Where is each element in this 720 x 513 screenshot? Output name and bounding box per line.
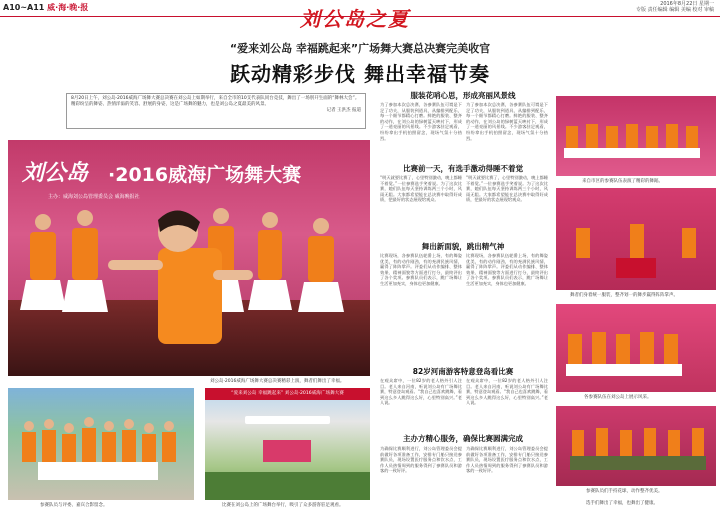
section-heading-5: 主办方精心服务，确保比赛圆满完成 [403, 434, 523, 443]
lead-text: 8月20日上午，刘公岛·2016威海广场舞大赛总决赛在刘公岛上如期举行，来自全市的10支代表队同台竞技，舞出了一场别开生面的“舞林大会”。精彩纷呈的舞姿、热情洋溢的笑容、舒展的身姿，这是广场舞的魅力，也是刘公岛之夏最美的风景。 [71, 96, 360, 107]
group-illustration [8, 388, 194, 500]
section-heading-3: 舞出新面貌，跳出精气神 [421, 242, 505, 251]
lead-box [66, 93, 366, 129]
date-line: 2016年8月22日 星期一 专版 责任编辑 编辑 美编 校对 审稿 [636, 1, 714, 13]
banner-title: ·2016威海广场舞大赛 [108, 164, 302, 186]
right-photo-3-dancers [556, 304, 716, 392]
stage-roof [245, 416, 330, 424]
right-photo-2-dancers [556, 188, 716, 290]
article-kicker: “爱来刘公岛 幸福跳起来”广场舞大赛总决赛完美收官 [229, 42, 491, 55]
lead-byline: 记者 王洪杰 报道 [326, 108, 361, 113]
right-photo-1 [556, 96, 716, 176]
article-title: 跃动精彩步伐 舞出幸福节奏 [230, 62, 490, 86]
section-body-1b: 为了参加本次总决赛，各参赛队伍可谓是下足了功夫，从服装到道具，从编排到配乐，每一个细节都精心打磨。鲜艳的服装、整齐的动作，在刘公岛的绿树蓝天映衬下，形成了一道亮丽的风景线。不少游客驻足观看，纷纷拿出手机拍照留念，现场气氛十分热烈。 [466, 102, 548, 141]
banner-logo: 刘公岛 [22, 160, 89, 186]
banner-organizer: 主办：威海刘公岛管理委员会 威海晚报社 [48, 194, 140, 200]
right-photo-1-dancers [556, 96, 716, 176]
right-caption-4: 参赛队员们手持花球，动作整齐优美。 [586, 489, 663, 494]
section-body-5a: 为确保比赛顺利进行，刘公岛管理委员会提前做好各项准备工作，安排专门船只接送参赛队员，现场设置医疗服务点和饮水点，工作人员热情周到的服务得到了参赛队员和游客的一致好评。 [380, 446, 462, 474]
section-body-1a: 为了参加本次总决赛，各参赛队伍可谓是下足了功夫，从服装到道具，从编排到配乐，每一个细节都精心打磨。鲜艳的服装、整齐的动作，在刘公岛的绿树蓝天映衬下，形成了一道亮丽的风景线。不少游客驻足观看，纷纷拿出手机拍照留念，现场气氛十分热烈。 [380, 102, 462, 141]
right-caption-2: 舞者们身着统一服装，整齐划一的舞步赢得阵阵掌声。 [570, 293, 678, 298]
right-caption-3: 各参赛队伍在刘公岛上展示风采。 [584, 395, 652, 400]
section-body-4b: 在观众席中，一位82岁的老人格外引人注目。老人来自河南，听说刘公岛有广场舞比赛，特意登岛观看。“我自己也喜欢跳舞，看到这么多人跳得这么好，心里特别高兴。”老人说。 [466, 378, 548, 406]
right-caption-5: 选手们舞出了幸福，也舞出了健康。 [586, 501, 658, 506]
section-heading-1: 服装花哨心思，形成亮丽风景线 [410, 91, 516, 100]
main-photo [8, 140, 370, 376]
brand-title: 刘公岛之夏 [300, 7, 410, 31]
group-photo [8, 388, 194, 500]
section-body-2a: “明天就要比赛了，心里特别激动，晚上都睡不着觉。”一位参赛选手笑着说。为了这次比赛，她们队伍每天坚持训练两三个小时，风雨无阻。大家都希望能在总决赛中取得好成绩，把最好的状态展现给观众。 [380, 175, 462, 203]
section-heading-4: 82岁河南游客特意登岛看比赛 [412, 367, 514, 376]
main-photo-caption: 刘公岛·2016威海广场舞大赛总决赛精彩上演，舞者们舞出了幸福。 [210, 379, 345, 384]
stage-photo [205, 388, 370, 500]
section-label: A10~A11 威·海·晚·报 [3, 3, 89, 12]
stage-banner: “爱来刘公岛 幸福跳起来” 刘公岛·2016威海广场舞大赛 [205, 388, 370, 400]
section-heading-2: 比赛前一天，有选手激动得睡不着觉 [403, 164, 523, 173]
group-photo-caption: 参赛队员与评委、嘉宾合影留念。 [40, 503, 108, 508]
stage-photo-caption: 比赛在刘公岛上的广场舞台举行，吸引了众多游客驻足观看。 [222, 503, 344, 508]
section-body-3b: 比赛现场，各参赛队伍轮番上场，有的舞姿优美，有的动作刚劲，有的充满民族风情，赢得了阵阵掌声。评委们从动作编排、整体效果、精神面貌等方面进行打分，最终评出了各个奖项。参赛队员们表示，跳广场舞让生活更加充实，身体也更加健康。 [466, 253, 548, 286]
right-photo-2 [556, 188, 716, 290]
section-body-3a: 比赛现场，各参赛队伍轮番上场，有的舞姿优美，有的动作刚劲，有的充满民族风情，赢得了阵阵掌声。评委们从动作编排、整体效果、精神面貌等方面进行打分，最终评出了各个奖项。参赛队员们表示，跳广场舞让生活更加充实，身体也更加健康。 [380, 253, 462, 286]
dancers-illustration [8, 140, 370, 376]
section-body-5b: 为确保比赛顺利进行，刘公岛管理委员会提前做好各项准备工作，安排专门船只接送参赛队员，现场设置医疗服务点和饮水点，工作人员热情周到的服务得到了参赛队员和游客的一致好评。 [466, 446, 548, 474]
right-caption-1: 来自市区的参赛队伍表演了精彩的舞蹈。 [582, 179, 663, 184]
section-body-4a: 在观众席中，一位82岁的老人格外引人注目。老人来自河南，听说刘公岛有广场舞比赛，特意登岛观看。“我自己也喜欢跳舞，看到这么多人跳得这么好，心里特别高兴。”老人说。 [380, 378, 462, 406]
right-photo-4-dancers [556, 406, 716, 486]
right-photo-4 [556, 406, 716, 486]
section-body-2b: “明天就要比赛了，心里特别激动，晚上都睡不着觉。”一位参赛选手笑着说。为了这次比赛，她们队伍每天坚持训练两三个小时，风雨无阻。大家都希望能在总决赛中取得好成绩，把最好的状态展现给观众。 [466, 175, 548, 203]
right-photo-3 [556, 304, 716, 392]
stage-lawn [205, 472, 370, 500]
stage-screen [263, 440, 311, 462]
